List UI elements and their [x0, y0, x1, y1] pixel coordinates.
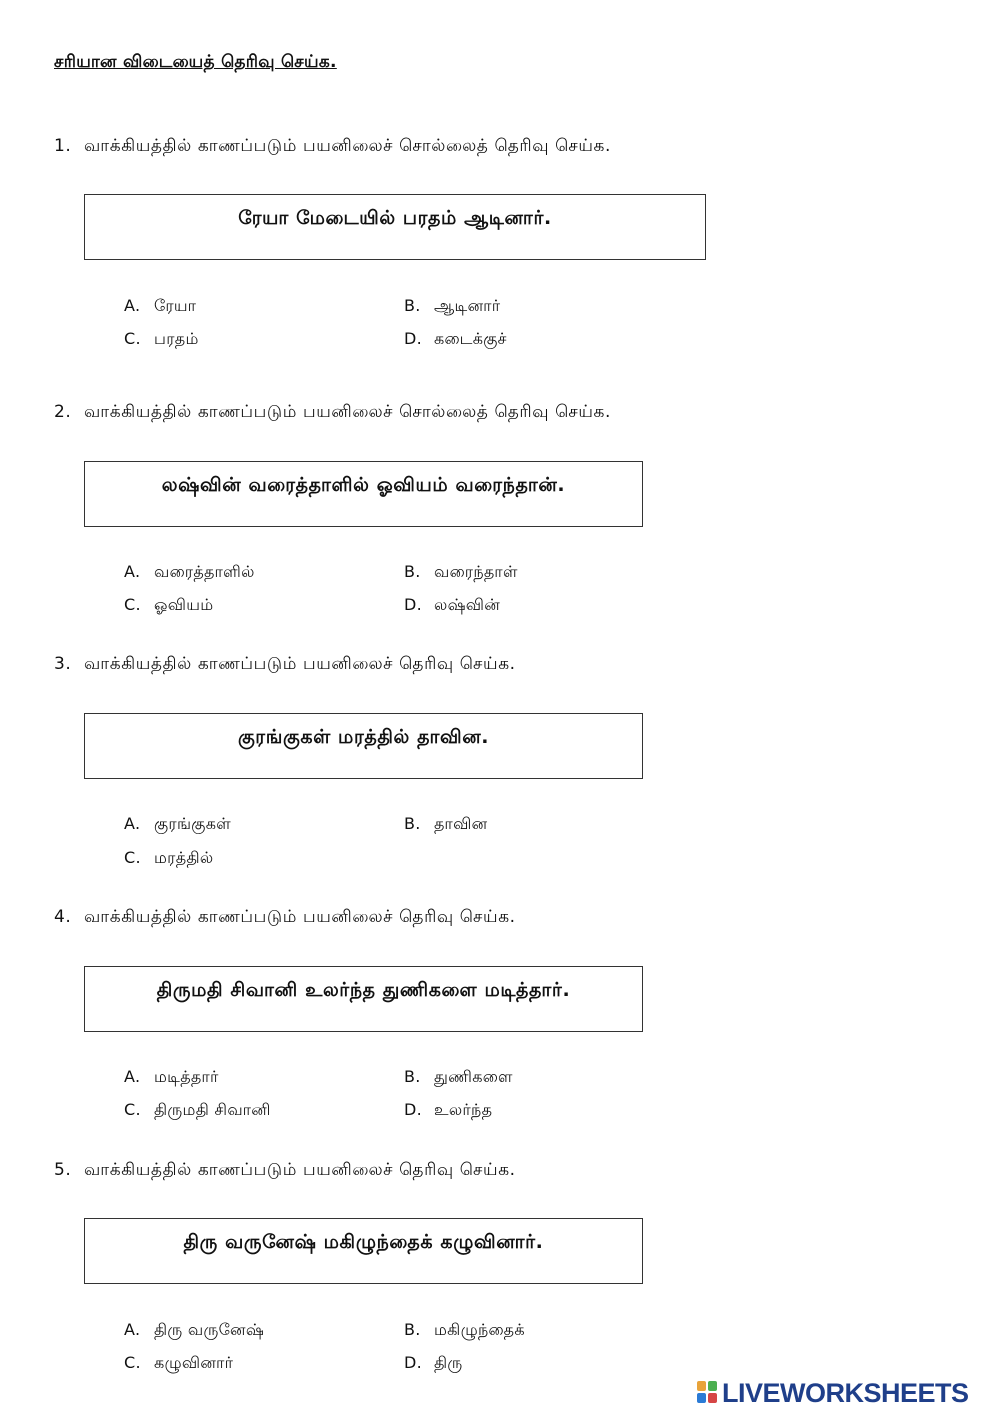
option-letter: A. — [124, 814, 141, 833]
question-1-option-a[interactable] — [124, 296, 196, 317]
option-text: வரைத்தாளில் — [154, 562, 255, 581]
question-3-text — [54, 654, 516, 676]
option-letter: C. — [124, 1100, 141, 1119]
liveworksheets-logo-text: LIVEWORKSHEETS — [722, 1377, 969, 1408]
option-text: கழுவினார் — [154, 1353, 234, 1372]
option-text: ஆடினார் — [434, 296, 501, 315]
option-letter: C. — [124, 1353, 141, 1372]
option-letter: A. — [124, 1067, 141, 1086]
liveworksheets-logo-icon — [697, 1381, 719, 1405]
question-5-option-d[interactable] — [404, 1353, 463, 1374]
question-3-option-a[interactable] — [124, 814, 231, 835]
option-text: உலர்ந்த — [434, 1100, 493, 1119]
question-2-option-b[interactable] — [404, 562, 518, 583]
question-2-option-a[interactable] — [124, 562, 255, 583]
question-1-prompt: வாக்கியத்தில் காணப்படும் பயனிலைச் சொல்லைத் தெரிவு செய்க. — [84, 136, 611, 156]
question-4-option-c[interactable] — [124, 1100, 271, 1121]
question-1-sentence-box: ரேயா மேடையில் பரதம் ஆடினார். — [84, 194, 706, 260]
question-3-option-b[interactable] — [404, 814, 487, 835]
question-5-option-c[interactable] — [124, 1353, 233, 1374]
question-5-prompt: வாக்கியத்தில் காணப்படும் பயனிலைச் தெரிவு செய்க. — [84, 1160, 516, 1180]
option-text: ஓவியம் — [154, 595, 214, 614]
question-4-option-d[interactable] — [404, 1100, 492, 1121]
option-letter: A. — [124, 296, 141, 315]
option-text: மகிழுந்தைக் — [434, 1320, 525, 1339]
question-2-option-c[interactable] — [124, 595, 213, 616]
question-2-prompt: வாக்கியத்தில் காணப்படும் பயனிலைச் சொல்லைத் தெரிவு செய்க. — [84, 402, 611, 422]
question-1-option-c[interactable] — [124, 329, 199, 350]
option-text: ரேயா — [154, 296, 197, 315]
option-letter: B. — [404, 1067, 421, 1086]
question-5-number: 5. — [54, 1160, 72, 1180]
option-text: திரு — [434, 1353, 463, 1372]
option-text: மடித்தார் — [154, 1067, 219, 1086]
question-5-sentence-box: திரு வருனேஷ் மகிழுந்தைக் கழுவினார். — [84, 1218, 643, 1284]
question-4-number: 4. — [54, 907, 72, 927]
question-3-sentence-box: குரங்குகள் மரத்தில் தாவின. — [84, 713, 643, 779]
question-4-option-b[interactable] — [404, 1067, 513, 1088]
option-text: தாவின — [434, 814, 488, 833]
question-3-prompt: வாக்கியத்தில் காணப்படும் பயனிலைச் தெரிவு செய்க. — [84, 654, 516, 674]
option-letter: C. — [124, 848, 141, 867]
question-2-sentence-box: லஷ்வின் வரைத்தாளில் ஓவியம் வரைந்தான். — [84, 461, 643, 527]
question-1-option-b[interactable] — [404, 296, 500, 317]
worksheet-heading: சரியான விடையைத் தெரிவு செய்க. — [54, 52, 337, 72]
question-4-prompt: வாக்கியத்தில் காணப்படும் பயனிலைச் தெரிவு செய்க. — [84, 907, 516, 927]
option-letter: C. — [124, 329, 141, 348]
question-5-text — [54, 1160, 516, 1182]
question-1-text — [54, 136, 611, 158]
option-text: பரதம் — [154, 329, 199, 348]
liveworksheets-logo — [697, 1378, 969, 1408]
option-letter: B. — [404, 296, 421, 315]
option-text: மரத்தில் — [154, 848, 214, 867]
question-4-option-a[interactable] — [124, 1067, 219, 1088]
option-letter: B. — [404, 1320, 421, 1339]
option-letter: B. — [404, 814, 421, 833]
option-letter: C. — [124, 595, 141, 614]
question-2-number: 2. — [54, 402, 72, 422]
option-text: திரு வருனேஷ் — [154, 1320, 265, 1339]
option-letter: A. — [124, 562, 141, 581]
option-letter: D. — [404, 595, 423, 614]
question-5-option-a[interactable] — [124, 1320, 264, 1341]
option-text: குரங்குகள் — [154, 814, 232, 833]
option-letter: A. — [124, 1320, 141, 1339]
question-4-sentence-box: திருமதி சிவானி உலர்ந்த துணிகளை மடித்தார். — [84, 966, 643, 1032]
option-text: லஷ்வின் — [434, 595, 501, 614]
option-text: துணிகளை — [434, 1067, 513, 1086]
question-5-option-b[interactable] — [404, 1320, 525, 1341]
question-4-text — [54, 907, 516, 929]
option-letter: D. — [404, 329, 423, 348]
option-text: திருமதி சிவானி — [154, 1100, 271, 1119]
question-2-option-d[interactable] — [404, 595, 500, 616]
option-letter: D. — [404, 1100, 423, 1119]
option-text: கடைக்குச் — [434, 329, 507, 348]
question-2-text — [54, 402, 611, 424]
question-1-number: 1. — [54, 136, 72, 156]
question-3-number: 3. — [54, 654, 72, 674]
option-text: வரைந்தாள் — [434, 562, 518, 581]
option-letter: D. — [404, 1353, 423, 1372]
question-1-option-d[interactable] — [404, 329, 507, 350]
question-3-option-c[interactable] — [124, 848, 213, 869]
option-letter: B. — [404, 562, 421, 581]
